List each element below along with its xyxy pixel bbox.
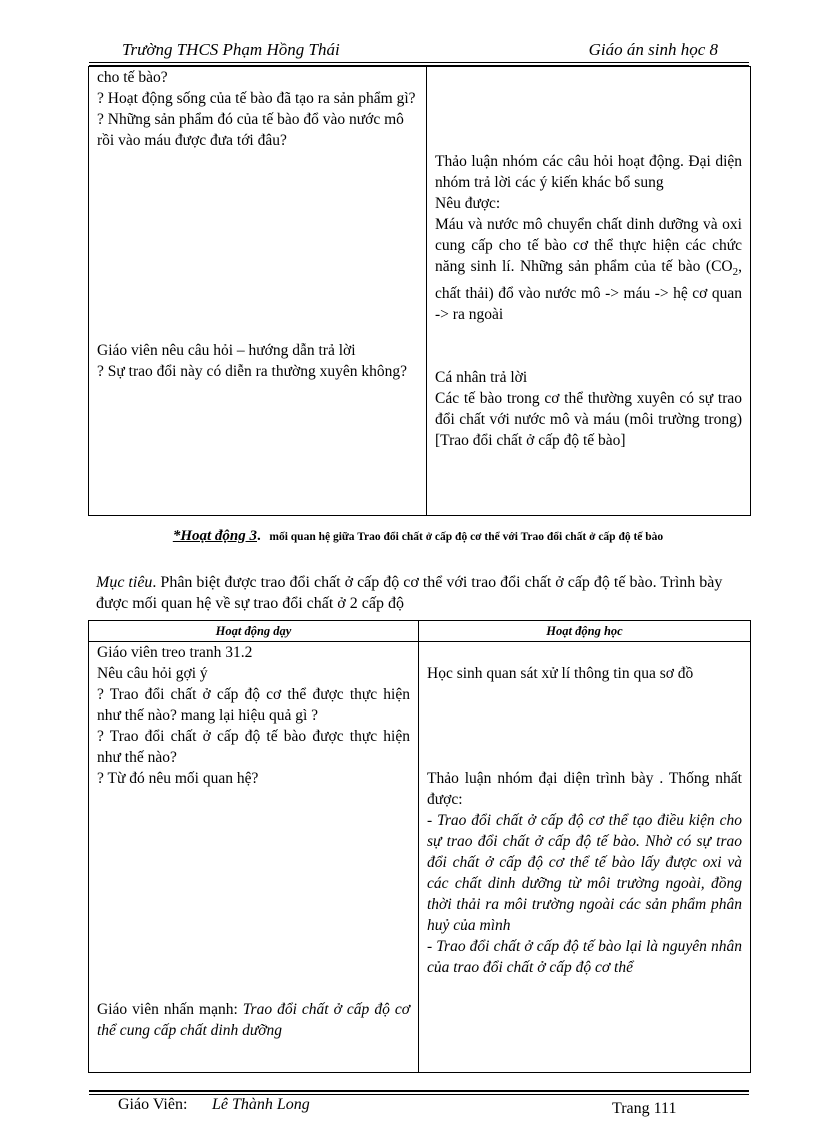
activity-title: mối quan hệ giữa Trao đổi chất ở cấp độ cơ thể với Trao đổi chất ở cấp độ tế bào bbox=[269, 531, 664, 543]
teacher-activity-cell bbox=[89, 67, 427, 516]
objective-label: Mục tiêu bbox=[96, 574, 153, 591]
text-line: Học sinh quan sát xử lí thông tin qua sơ đồ bbox=[427, 665, 694, 682]
italic-point: - Trao đổi chất ở cấp độ cơ thể tạo điều kiện cho sự trao đổi chất ở cấp độ tế bào. Nhờ có sự trao đổi chất ở cấp độ cơ thể tế bào lấy được oxi và các chất dinh dưỡng từ môi trường ngoài, đồng thời thải ra môi trường ngoài các sản phẩm phân huỷ của mình bbox=[427, 812, 742, 934]
text-line: Thảo luận nhóm đại diện trình bày . Thống nhất được: bbox=[427, 770, 742, 808]
activity-table bbox=[88, 620, 751, 1073]
footer-rule-thick bbox=[89, 1090, 749, 1092]
text-line: Thảo luận nhóm các câu hỏi hoạt động. Đại diện nhóm trả lời các ý kiến khác bổ sung bbox=[435, 153, 742, 191]
header-rule bbox=[89, 62, 749, 63]
text-line: cho tế bào? bbox=[97, 69, 168, 86]
student-activity-cell bbox=[419, 642, 751, 1073]
activity-table-continued bbox=[88, 66, 751, 516]
page-header bbox=[92, 38, 748, 62]
teacher-activity-cell bbox=[89, 642, 419, 1073]
page-number: Trang 111 bbox=[612, 1100, 677, 1117]
emphasis-line: Giáo viên nhấn mạnh: Trao đổi chất ở cấp độ cơ thể cung cấp chất dinh dưỡng bbox=[97, 1001, 410, 1039]
subject-title: Giáo án sinh học 8 bbox=[588, 40, 718, 59]
text-line: Cá nhân trả lời bbox=[435, 369, 528, 387]
text-line: ? Sự trao đổi này có diễn ra thường xuyên không? bbox=[97, 363, 407, 380]
footer-rule bbox=[89, 1094, 749, 1095]
objective-text: . Phân biệt được trao đổi chất ở cấp độ cơ thể với trao đổi chất ở cấp độ tế bào. Trình bày được mối quan hệ về sự trao đổi chất ở 2 cấp độ bbox=[96, 574, 723, 612]
objective-paragraph bbox=[96, 572, 746, 614]
school-name: Trường THCS Phạm Hồng Thái bbox=[122, 40, 340, 59]
column-header-learning: Hoạt động học bbox=[419, 621, 751, 642]
teacher-name: Lê Thành Long bbox=[212, 1096, 310, 1113]
text-line: ? Từ đó nêu mối quan hệ? bbox=[97, 770, 259, 787]
text-line: ? Trao đổi chất ở cấp độ cơ thể được thực hiện như thế nào? mang lại hiệu quả gì ? bbox=[97, 686, 410, 724]
activity-3-heading: *Hoạt động 3. mối quan hệ giữa Trao đổi chất ở cấp độ cơ thể với Trao đổi chất ở cấp độ tế bào bbox=[172, 528, 664, 544]
italic-point: - Trao đổi chất ở cấp độ tế bào lại là nguyên nhân của trao đổi chất ở cấp độ cơ thể bbox=[427, 938, 742, 976]
text-line: ? Trao đổi chất ở cấp độ tế bào được thực hiện như thế nào? bbox=[97, 728, 410, 766]
text-line: Giáo viên treo tranh 31.2 bbox=[97, 644, 253, 661]
co2-subscript: 2 bbox=[732, 266, 739, 279]
text-line: Các tế bào trong cơ thể thường xuyên có sự trao đổi chất với nước mô và máu (môi trường trong) [Trao đổi chất ở cấp độ tế bào] bbox=[435, 390, 742, 450]
teacher-label: Giáo Viên: bbox=[118, 1096, 188, 1113]
text-line: ? Hoạt động sống của tế bào đã tạo ra sản phẩm gì? bbox=[97, 90, 416, 107]
text-line: ? Những sản phẩm đó của tế bào đổ vào nước mô rồi vào máu được đưa tới đâu? bbox=[97, 111, 404, 149]
activity-label: *Hoạt động 3 bbox=[172, 528, 257, 544]
student-activity-cell bbox=[427, 67, 751, 516]
text-line: Nêu được: bbox=[435, 195, 501, 212]
text-line: Máu và nước mô chuyển chất dinh dưỡng và oxi cung cấp cho tế bào cơ thể thực hiện các chức năng sinh lí. Những sản phẩm của tế bào ($CO_2$, chất thải) đổ vào nước mô -> máu -> hệ cơ quan -> ra ngoài bbox=[435, 216, 742, 324]
text-line: Giáo viên nêu câu hỏi – hướng dẫn trả lời bbox=[97, 342, 356, 359]
column-header-teaching: Hoạt động dạy bbox=[89, 621, 419, 642]
text-line: Nêu câu hỏi gợi ý bbox=[97, 665, 208, 682]
